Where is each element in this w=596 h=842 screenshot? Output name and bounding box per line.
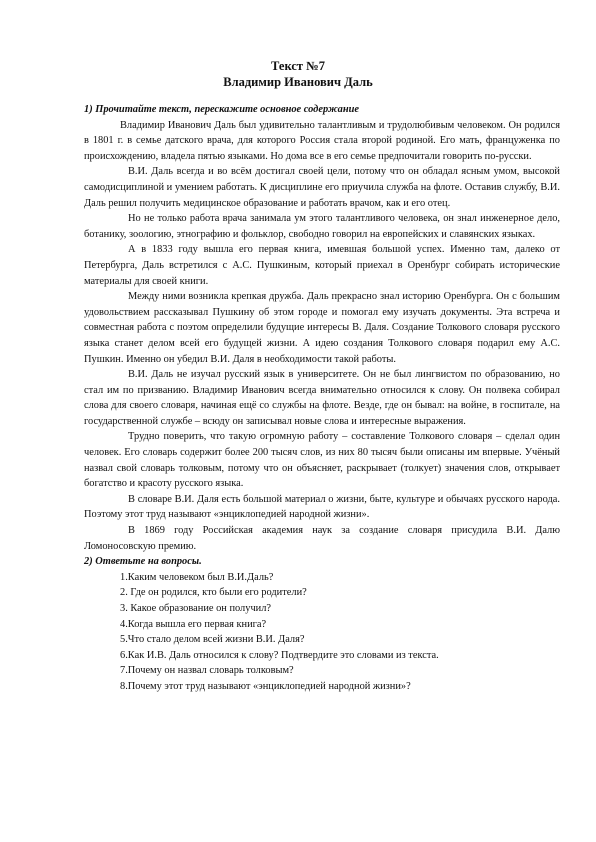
paragraph: Владимир Иванович Даль был удивительно талантливым и трудолюбивым человеком. Он родился в 1801 г. в семье датского врача, для которого Россия стала второй родиной. Его мать, француженка по происхождению, владела пятью языками. Но дома все в его семье предпочитали говорить по-русски. [84,119,560,162]
questions-list [120,570,560,695]
document-subtitle: Владимир Иванович Даль [223,75,373,89]
question-item: 5.Что стало делом всей жизни В.И. Даля? [120,634,305,646]
paragraph: В.И. Даль не изучал русский язык в университете. Он не был лингвистом по образованию, но стал им по призванию. Владимир Иванович всегда внимательно относился к слову. Он полвека собирал слова для своего словаря, начиная ещё со службы на флоте. Везде, где он бывал: на войне, в госпитале, на государственной службе – всюду он записывал новые слова и интересные выражения. [84,369,560,427]
question-item: 3. Какое образование он получил? [120,603,272,614]
paragraph: Но не только работа врача занимала ум этого талантливого человека, он знал инженерное дело, ботанику, зоологию, этнографию и фольклор, свободно говорил на европейских и славянских языках. [84,213,560,240]
document-body [84,102,560,695]
task-1-heading: 1) Прочитайте текст, перескажите основное содержание [84,104,359,115]
paragraph: В словаре В.И. Даля есть большой материал о жизни, быте, культуре и обычаях русского народа. Поэтому этот труд называют «энциклопедией народной жизни». [84,493,560,521]
paragraph: Между ними возникла крепкая дружба. Даль прекрасно знал историю Оренбурга. Он с большим удовольствием рассказывал Пушкину об этом городе и помогал ему изучать документы. Эта встреча и совместная работа с поэтом определили будущие интересы В. Даля. Создание Толкового словаря русского языка станет делом всей его будущей жизни. А идею создания Толкового словаря подарил ему А.С. Пушкин. Именно он убедил В.И. Даля в необходимости такой работы. [84,291,560,365]
document-title: Текст №7 [271,59,325,73]
question-item: 2. Где он родился, кто были его родители? [120,587,307,599]
question-item: 6.Как И.В. Даль относился к слову? Подтвердите это словами из текста. [120,649,439,661]
question-item: 1.Каким человеком был В.И.Даль? [120,571,274,583]
paragraph: Трудно поверить, что такую огромную работу – составление Толкового словаря – сделал один человек. Его словарь содержит более 200 тысяч слов, из них 80 тысяч были описаны им впервые. Учёный назвал свой словарь толковым, потому что он объясняет, раскрывает (толкует) значения слов, открывает богатство и красоту русского языка. [84,431,560,490]
task-2-heading: 2) Ответьте на вопросы. [84,556,202,568]
title-block [0,58,596,90]
paragraph: В.И. Даль всегда и во всём достигал своей цели, потому что он обладал ясным умом, высокой самодисциплиной и умением работать. К дисциплине его приучила служба на флоте. Оставив службу, В.И. Даль решил получить медицинское образование и работать врачом, как и его отец. [84,166,560,209]
question-item: 7.Почему он назвал словарь толковым? [120,665,294,677]
paragraph: А в 1833 году вышла его первая книга, имевшая большой успех. Именно там, далеко от Петербурга, Даль встретился с А.С. Пушкиным, который приехал в Оренбург собирать исторические материалы для своей книги. [84,244,560,287]
question-item: 4.Когда вышла его первая книга? [120,618,267,630]
paragraph: В 1869 году Российская академия наук за создание словаря присудила В.И. Далю Ломоносовскую премию. [84,525,560,552]
question-item: 8.Почему этот труд называют «энциклопедией народной жизни»? [120,680,411,692]
